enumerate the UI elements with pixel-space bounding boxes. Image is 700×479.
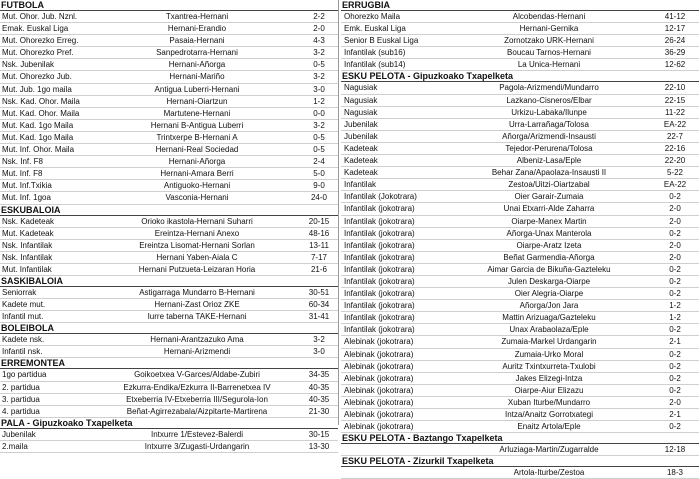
score-cell: 22-20 [664, 156, 686, 166]
match-cell: Unai Etxarri-Alde Zaharra [503, 204, 595, 214]
result-row [0, 23, 338, 35]
match-cell: Hernani-Erandio [167, 24, 227, 34]
result-row [341, 349, 699, 361]
score-cell: 60-34 [308, 300, 330, 310]
match-cell: Sanpedrotarra-Hernani [156, 48, 238, 58]
result-row [0, 346, 338, 358]
score-cell: 7-17 [310, 252, 327, 262]
score-cell: 22-10 [664, 83, 686, 93]
score-cell: 3-0 [313, 84, 325, 94]
match-cell: Hernani-Amara Berri [160, 169, 234, 179]
category-cell: Infantilak (sub14) [344, 60, 406, 70]
category-cell: Infantilak (Jokotrara) [344, 192, 417, 202]
section-left-1 [0, 205, 338, 276]
score-cell: 3-2 [313, 120, 325, 130]
right-column [341, 0, 699, 479]
category-cell: Emak. Euskal Liga [2, 24, 69, 34]
category-cell: Nsk. Infantilak [2, 240, 53, 250]
match-cell: Ereintza-Hernani Anexo [154, 228, 240, 238]
result-row [0, 299, 338, 311]
score-cell: 30-15 [308, 429, 330, 439]
result-row [341, 107, 699, 119]
category-cell: Mut. Inf. F8 [2, 169, 43, 179]
match-cell: Añorga/Jon Jara [519, 301, 579, 311]
result-row [341, 361, 699, 373]
section-right-2 [341, 433, 699, 456]
match-cell: Intza/Anaitz Gorrotxategi [504, 410, 594, 419]
score-cell: 2-0 [313, 24, 325, 34]
score-cell: 3-2 [313, 48, 325, 58]
score-cell: 9-0 [313, 181, 325, 191]
score-cell: 41-12 [664, 12, 686, 21]
result-row [341, 23, 699, 35]
category-cell: Mut. Inf. 1goa [2, 193, 51, 203]
match-cell: Oier Alegria-Oiarpe [514, 289, 584, 299]
score-cell: 0-2 [669, 373, 681, 383]
score-cell: 4-3 [313, 36, 325, 46]
category-cell: Infantilak (jokotrara) [344, 252, 415, 262]
match-cell: La Unica-Hernani [517, 60, 581, 70]
match-cell: Boucau Tarnos-Hernani [507, 48, 591, 58]
match-cell: Ezkurra-Endika/Ezkurra II-Barrenetxea IV [123, 382, 271, 392]
result-row [0, 264, 338, 276]
score-cell: 40-35 [308, 382, 330, 392]
result-row [0, 334, 338, 346]
category-cell: Jubenilak [2, 429, 36, 439]
score-cell: 0-2 [669, 361, 681, 371]
match-cell: Etxeberria IV-Etxeberria III/Segurola-Ion [126, 394, 268, 404]
result-row [0, 382, 338, 394]
category-cell: Infantilak (jokotrara) [344, 204, 415, 214]
result-row [0, 441, 338, 453]
match-cell: Aimar Garcia de Bikuña-Gazteleku [487, 264, 611, 274]
category-cell: Nsk. Jubenilak [2, 60, 55, 70]
section-left-3 [0, 323, 338, 358]
result-row [341, 467, 699, 479]
result-row [0, 429, 338, 441]
category-cell: Alebinak (jokotrara) [344, 349, 414, 359]
category-cell: Mut. Inf. Ohor. Maila [2, 145, 75, 155]
score-cell: 2-4 [313, 157, 325, 167]
score-cell: 3-0 [313, 347, 325, 357]
category-cell: Ohorezko Maila [344, 12, 401, 21]
category-cell: Mut. Jub. 1go maila [2, 84, 72, 94]
result-row [341, 397, 699, 409]
score-cell: 12-18 [664, 445, 686, 455]
section-title: ESKU PELOTA - Baztango Txapelketa [341, 433, 699, 444]
category-cell: Mut. Infantilak [2, 264, 52, 274]
section-title: FUTBOLA [0, 0, 338, 11]
match-cell: Hernani-Oiartzun [166, 96, 228, 106]
category-cell: 2. partidua [2, 382, 40, 392]
result-row [0, 144, 338, 156]
result-row [0, 287, 338, 299]
match-cell: Urra-Larrañaga/Tolosa [508, 119, 590, 129]
match-cell: Txantrea-Hernani [165, 12, 229, 21]
section-left-2 [0, 276, 338, 323]
result-row [0, 84, 338, 96]
result-row [341, 276, 699, 288]
result-row [0, 108, 338, 120]
result-row [0, 59, 338, 71]
section-left-5 [0, 418, 338, 453]
score-cell: 2-2 [313, 12, 325, 21]
result-row [0, 71, 338, 83]
match-cell: Hernani Yaben-Aiala C [156, 252, 238, 262]
match-cell: Hernani-Arizmendi [163, 347, 231, 357]
match-cell: Añorga/Arizmendi-Insausti [502, 131, 596, 141]
score-cell: 2-0 [669, 397, 681, 407]
result-row [341, 324, 699, 336]
result-row [341, 179, 699, 191]
score-cell: 0-5 [313, 145, 325, 155]
score-cell: 48-16 [308, 228, 330, 238]
category-cell: Alebinak (jokotrara) [344, 373, 414, 383]
score-cell: 22-7 [666, 131, 683, 141]
category-cell: Infantilak (jokotrara) [344, 289, 415, 299]
match-cell: Urkizu-Labaka/Ilunpe [511, 107, 587, 117]
result-row [341, 240, 699, 252]
score-cell: 0-5 [313, 132, 325, 142]
result-row [341, 47, 699, 59]
category-cell: Infantilak (jokotrara) [344, 264, 415, 274]
category-cell: Infantil mut. [2, 312, 44, 322]
section-title: ERRUGBIA [341, 0, 699, 11]
score-cell: 0-2 [669, 264, 681, 274]
match-cell: Trintxerpe B-Hernani A [156, 132, 238, 142]
result-row [341, 373, 699, 385]
category-cell: Nagusiak [344, 107, 378, 117]
category-cell: 1go partidua [2, 370, 47, 380]
match-cell: Albeniz-Lasa/Eple [516, 156, 582, 166]
category-cell: Mut. Kadeteak [2, 228, 54, 238]
category-cell: Alebinak (jokotrara) [344, 410, 414, 419]
score-cell: 26-24 [664, 36, 686, 46]
result-row [0, 216, 338, 228]
category-cell: Mut. Inf.Txikia [2, 181, 52, 191]
score-cell: EA-22 [663, 119, 687, 129]
match-cell: Julen Deskarga-Oiarpe [507, 276, 591, 286]
category-cell: Senior B Euskal Liga [344, 36, 419, 46]
category-cell: Nsk. Kadeteak [2, 216, 55, 226]
score-cell: 21-30 [308, 406, 330, 416]
category-cell: Mut. Ohorezko Erreg. [2, 36, 79, 46]
match-cell: Unax Arabaolaza/Eple [509, 325, 589, 335]
match-cell: Martutene-Hernani [163, 108, 231, 118]
section-title: PALA - Gipuzkoako Txapelketa [0, 418, 338, 429]
match-cell: Beñat Garmendia-Añorga [503, 252, 595, 262]
result-row [341, 203, 699, 215]
match-cell: Oiarpe-Aiur Elizazu [514, 385, 584, 395]
category-cell: Jubenilak [344, 131, 378, 141]
result-row [341, 82, 699, 94]
score-cell: 3-2 [313, 72, 325, 82]
category-cell: Alebinak (jokotrara) [344, 337, 414, 347]
match-cell: Enaitz Artola/Eple [517, 422, 581, 432]
score-cell: 0-2 [669, 349, 681, 359]
match-cell: Hernani-Añorga [168, 60, 226, 70]
category-cell: Kadete nsk. [2, 335, 45, 345]
result-row [0, 252, 338, 264]
result-row [0, 168, 338, 180]
score-cell: 20-15 [308, 216, 330, 226]
match-cell: Intxurre 3/Zugasti-Urdangarin [144, 441, 250, 451]
match-cell: Zestoa/Uitzi-Oiartzabal [508, 180, 590, 190]
match-cell: Lazkano-Cisneros/Elbar [506, 95, 592, 105]
result-row [341, 11, 699, 23]
match-cell: Oier Garair-Zumaia [514, 192, 584, 202]
match-cell: Alcobendas-Hernani [512, 12, 586, 21]
match-cell: Hernani Putzueta-Leizaran Horia [138, 264, 256, 274]
score-cell: 0-2 [669, 325, 681, 335]
category-cell: Emk. Euskal Liga [344, 24, 406, 34]
category-cell: Infantilak (jokotrara) [344, 313, 415, 323]
result-row [0, 96, 338, 108]
match-cell: Hernani-Gernika [519, 24, 579, 34]
result-row [0, 35, 338, 47]
result-row [0, 180, 338, 192]
match-cell: Arluziaga-Martin/Zugarralde [499, 445, 599, 455]
category-cell: Infantilak (jokotrara) [344, 216, 415, 226]
match-cell: Mattin Arizuaga/Gazteleku [502, 313, 596, 323]
result-row [341, 216, 699, 228]
section-right-1 [341, 71, 699, 433]
result-row [0, 156, 338, 168]
category-cell: Nsk. Inf. F8 [2, 157, 43, 167]
result-row [0, 394, 338, 406]
category-cell: Nsk. Kad. Ohor. Maila [2, 96, 80, 106]
result-row [341, 336, 699, 348]
match-cell: Hernani B-Antigua Luberri [150, 120, 244, 130]
category-cell: Infantil nsk. [2, 347, 43, 357]
score-cell: 1-2 [669, 301, 681, 311]
result-row [341, 119, 699, 131]
match-cell: Goikoetxea V-Garces/Aldabe-Zubiri [134, 370, 260, 380]
result-row [341, 288, 699, 300]
result-row [0, 120, 338, 132]
match-cell: Artola-Iturbe/Zestoa [513, 468, 585, 478]
category-cell: Nsk. Infantilak [2, 252, 53, 262]
score-cell: 3-2 [313, 335, 325, 345]
category-cell: Seniorrak [2, 287, 37, 297]
match-cell: Hernani-Zast Orioz ZKE [154, 300, 240, 310]
score-cell: 0-2 [669, 192, 681, 202]
result-row [341, 252, 699, 264]
match-cell: Astigarraga Mundarro B-Hernani [139, 287, 255, 297]
match-cell: Oiarpe-Aratz Izeta [516, 240, 582, 250]
match-cell: Pasaia-Hernani [169, 36, 225, 46]
category-cell: Mut. Ohorezko Pref. [2, 48, 74, 58]
score-cell: 2-0 [669, 252, 681, 262]
match-cell: Añorga-Unax Manterola [506, 228, 592, 238]
match-cell: Intxurre 1/Estevez-Balerdi [150, 429, 244, 439]
category-cell: Infantilak (jokotrara) [344, 240, 415, 250]
category-cell: Alebinak (jokotrara) [344, 397, 414, 407]
category-cell: Mut. Kad. 1go Maila [2, 132, 74, 142]
match-cell: Hernani-Añorga [168, 157, 226, 167]
match-cell: Hernani-Mariño [169, 72, 225, 82]
match-cell: Jakes Elizegi-Intza [515, 373, 583, 383]
score-cell: 2-0 [669, 204, 681, 214]
score-cell: 21-6 [310, 264, 327, 274]
section-right-0 [341, 0, 699, 71]
score-cell: 12-17 [664, 24, 686, 34]
match-cell: Hernani-Arantzazuko Ama [150, 335, 244, 345]
category-cell: Mut. Kad. 1go Maila [2, 120, 74, 130]
category-cell: Alebinak (jokotrara) [344, 422, 414, 432]
match-cell: Zumaia-Markel Urdangarin [501, 337, 597, 347]
match-cell: Iurre taberna TAKE-Hernani [147, 312, 247, 322]
result-row [341, 421, 699, 433]
section-left-4 [0, 358, 338, 417]
match-cell: Tejedor-Perurena/Tolosa [505, 143, 593, 153]
score-cell: 0-2 [669, 276, 681, 286]
score-cell: 0-5 [313, 60, 325, 70]
category-cell: 2.maila [2, 441, 28, 451]
category-cell: Infantilak [344, 180, 377, 190]
section-title: ESKU PELOTA - Gipuzkoako Txapelketa [341, 71, 699, 82]
category-cell: Alebinak (jokotrara) [344, 361, 414, 371]
result-row [341, 167, 699, 179]
score-cell: 13-11 [309, 240, 329, 250]
match-cell: Oiarpe-Manex Martin [511, 216, 587, 226]
result-row [341, 143, 699, 155]
result-row [341, 131, 699, 143]
result-row [0, 132, 338, 144]
match-cell: Xuban Iturbe/Mundarro [507, 397, 591, 407]
category-cell: Mut. Ohor. Jub. Nznl. [2, 12, 78, 21]
category-cell: Infantilak (jokotrara) [344, 228, 415, 238]
category-cell: Mut. Kad. Ohor. Maila [2, 108, 80, 118]
score-cell: 1-2 [669, 313, 681, 323]
match-cell: Orioko ikastola-Hernani Suharri [141, 216, 253, 226]
result-row [0, 406, 338, 418]
result-row [341, 59, 699, 71]
result-row [341, 35, 699, 47]
category-cell: Infantilak (jokotrara) [344, 301, 415, 311]
result-row [341, 312, 699, 324]
category-cell: Alebinak (jokotrara) [344, 385, 414, 395]
score-cell: EA-22 [663, 180, 687, 190]
score-cell: 0-0 [313, 108, 325, 118]
match-cell: Pagola-Arizmendi/Mundarro [499, 83, 599, 93]
result-row [341, 385, 699, 397]
score-cell: 24-0 [310, 193, 327, 203]
category-cell: 4. partidua [2, 406, 40, 416]
result-row [341, 264, 699, 276]
result-row [0, 228, 338, 240]
score-cell: 30-51 [308, 287, 330, 297]
score-cell: 2-1 [669, 410, 681, 419]
match-cell: Ereintza Lisomat-Hernani Sorlan [139, 240, 255, 250]
score-cell: 22-15 [664, 95, 686, 105]
category-cell: 3. partidua [2, 394, 40, 404]
score-cell: 11-22 [665, 107, 685, 117]
match-cell: Hernani-Real Sociedad [155, 145, 239, 155]
score-cell: 0-2 [669, 228, 681, 238]
score-cell: 2-1 [669, 337, 681, 347]
category-cell: Jubenilak [344, 119, 378, 129]
score-cell: 0-2 [669, 289, 681, 299]
result-row [0, 11, 338, 23]
match-cell: Antiguoko-Hernani [163, 181, 231, 191]
result-row [341, 300, 699, 312]
category-cell: Kadete mut. [2, 300, 46, 310]
score-cell: 1-2 [313, 96, 325, 106]
result-row [341, 409, 699, 421]
match-cell: Antigua Luberri-Hernani [154, 84, 240, 94]
score-cell: 34-35 [308, 370, 330, 380]
category-cell: Infantilak (jokotrara) [344, 325, 415, 335]
score-cell: 31-41 [308, 312, 330, 322]
score-cell: 0-2 [669, 422, 681, 432]
category-cell: Kadeteak [344, 156, 378, 166]
match-cell: Auritz Txintxurreta-Txulobi [502, 361, 596, 371]
score-cell: 18-3 [666, 468, 683, 478]
score-cell: 36-29 [664, 48, 686, 58]
section-title: ERREMONTEA [0, 358, 338, 369]
column-divider [338, 0, 339, 425]
category-cell: Kadeteak [344, 168, 378, 178]
result-row [341, 95, 699, 107]
section-title: ESKU PELOTA - Zizurkil Txapelketa [341, 456, 699, 467]
section-title: SASKIBALOIA [0, 276, 338, 287]
result-row [341, 228, 699, 240]
category-cell: Kadeteak [344, 143, 378, 153]
result-row [341, 191, 699, 203]
category-cell: Nagusiak [344, 83, 378, 93]
match-cell: Zornotzako URK-Hernani [504, 36, 594, 46]
left-column [0, 0, 338, 453]
result-row [0, 240, 338, 252]
score-cell: 13-30 [308, 441, 330, 451]
result-row [0, 311, 338, 323]
section-right-3 [341, 456, 699, 479]
score-cell: 5-0 [313, 169, 325, 179]
score-cell: 5-22 [666, 168, 683, 178]
section-title: ESKUBALOIA [0, 205, 338, 216]
score-cell: 2-0 [669, 240, 681, 250]
score-cell: 40-35 [308, 394, 330, 404]
score-cell: 2-0 [669, 216, 681, 226]
category-cell: Mut. Ohorezko Jub. [2, 72, 72, 82]
result-row [0, 369, 338, 381]
score-cell: 12-62 [664, 60, 686, 70]
category-cell: Infantilak (jokotrara) [344, 276, 415, 286]
result-row [341, 444, 699, 456]
match-cell: Vasconia-Hernani [165, 193, 229, 203]
result-row [341, 155, 699, 167]
section-title: BOLEIBOLA [0, 323, 338, 334]
match-cell: Zumaia-Urko Moral [514, 349, 584, 359]
category-cell: Infantilak (sub16) [344, 48, 406, 58]
match-cell: Beñat-Agirrezabala/Aizpitarte-Martirena [126, 406, 268, 416]
score-cell: 22-16 [664, 143, 686, 153]
score-cell: 0-2 [669, 385, 681, 395]
result-row [0, 47, 338, 59]
result-row [0, 192, 338, 204]
category-cell: Nagusiak [344, 95, 378, 105]
match-cell: Behar Zana/Apaolaza-Insausti II [491, 168, 607, 178]
section-left-0 [0, 0, 338, 205]
